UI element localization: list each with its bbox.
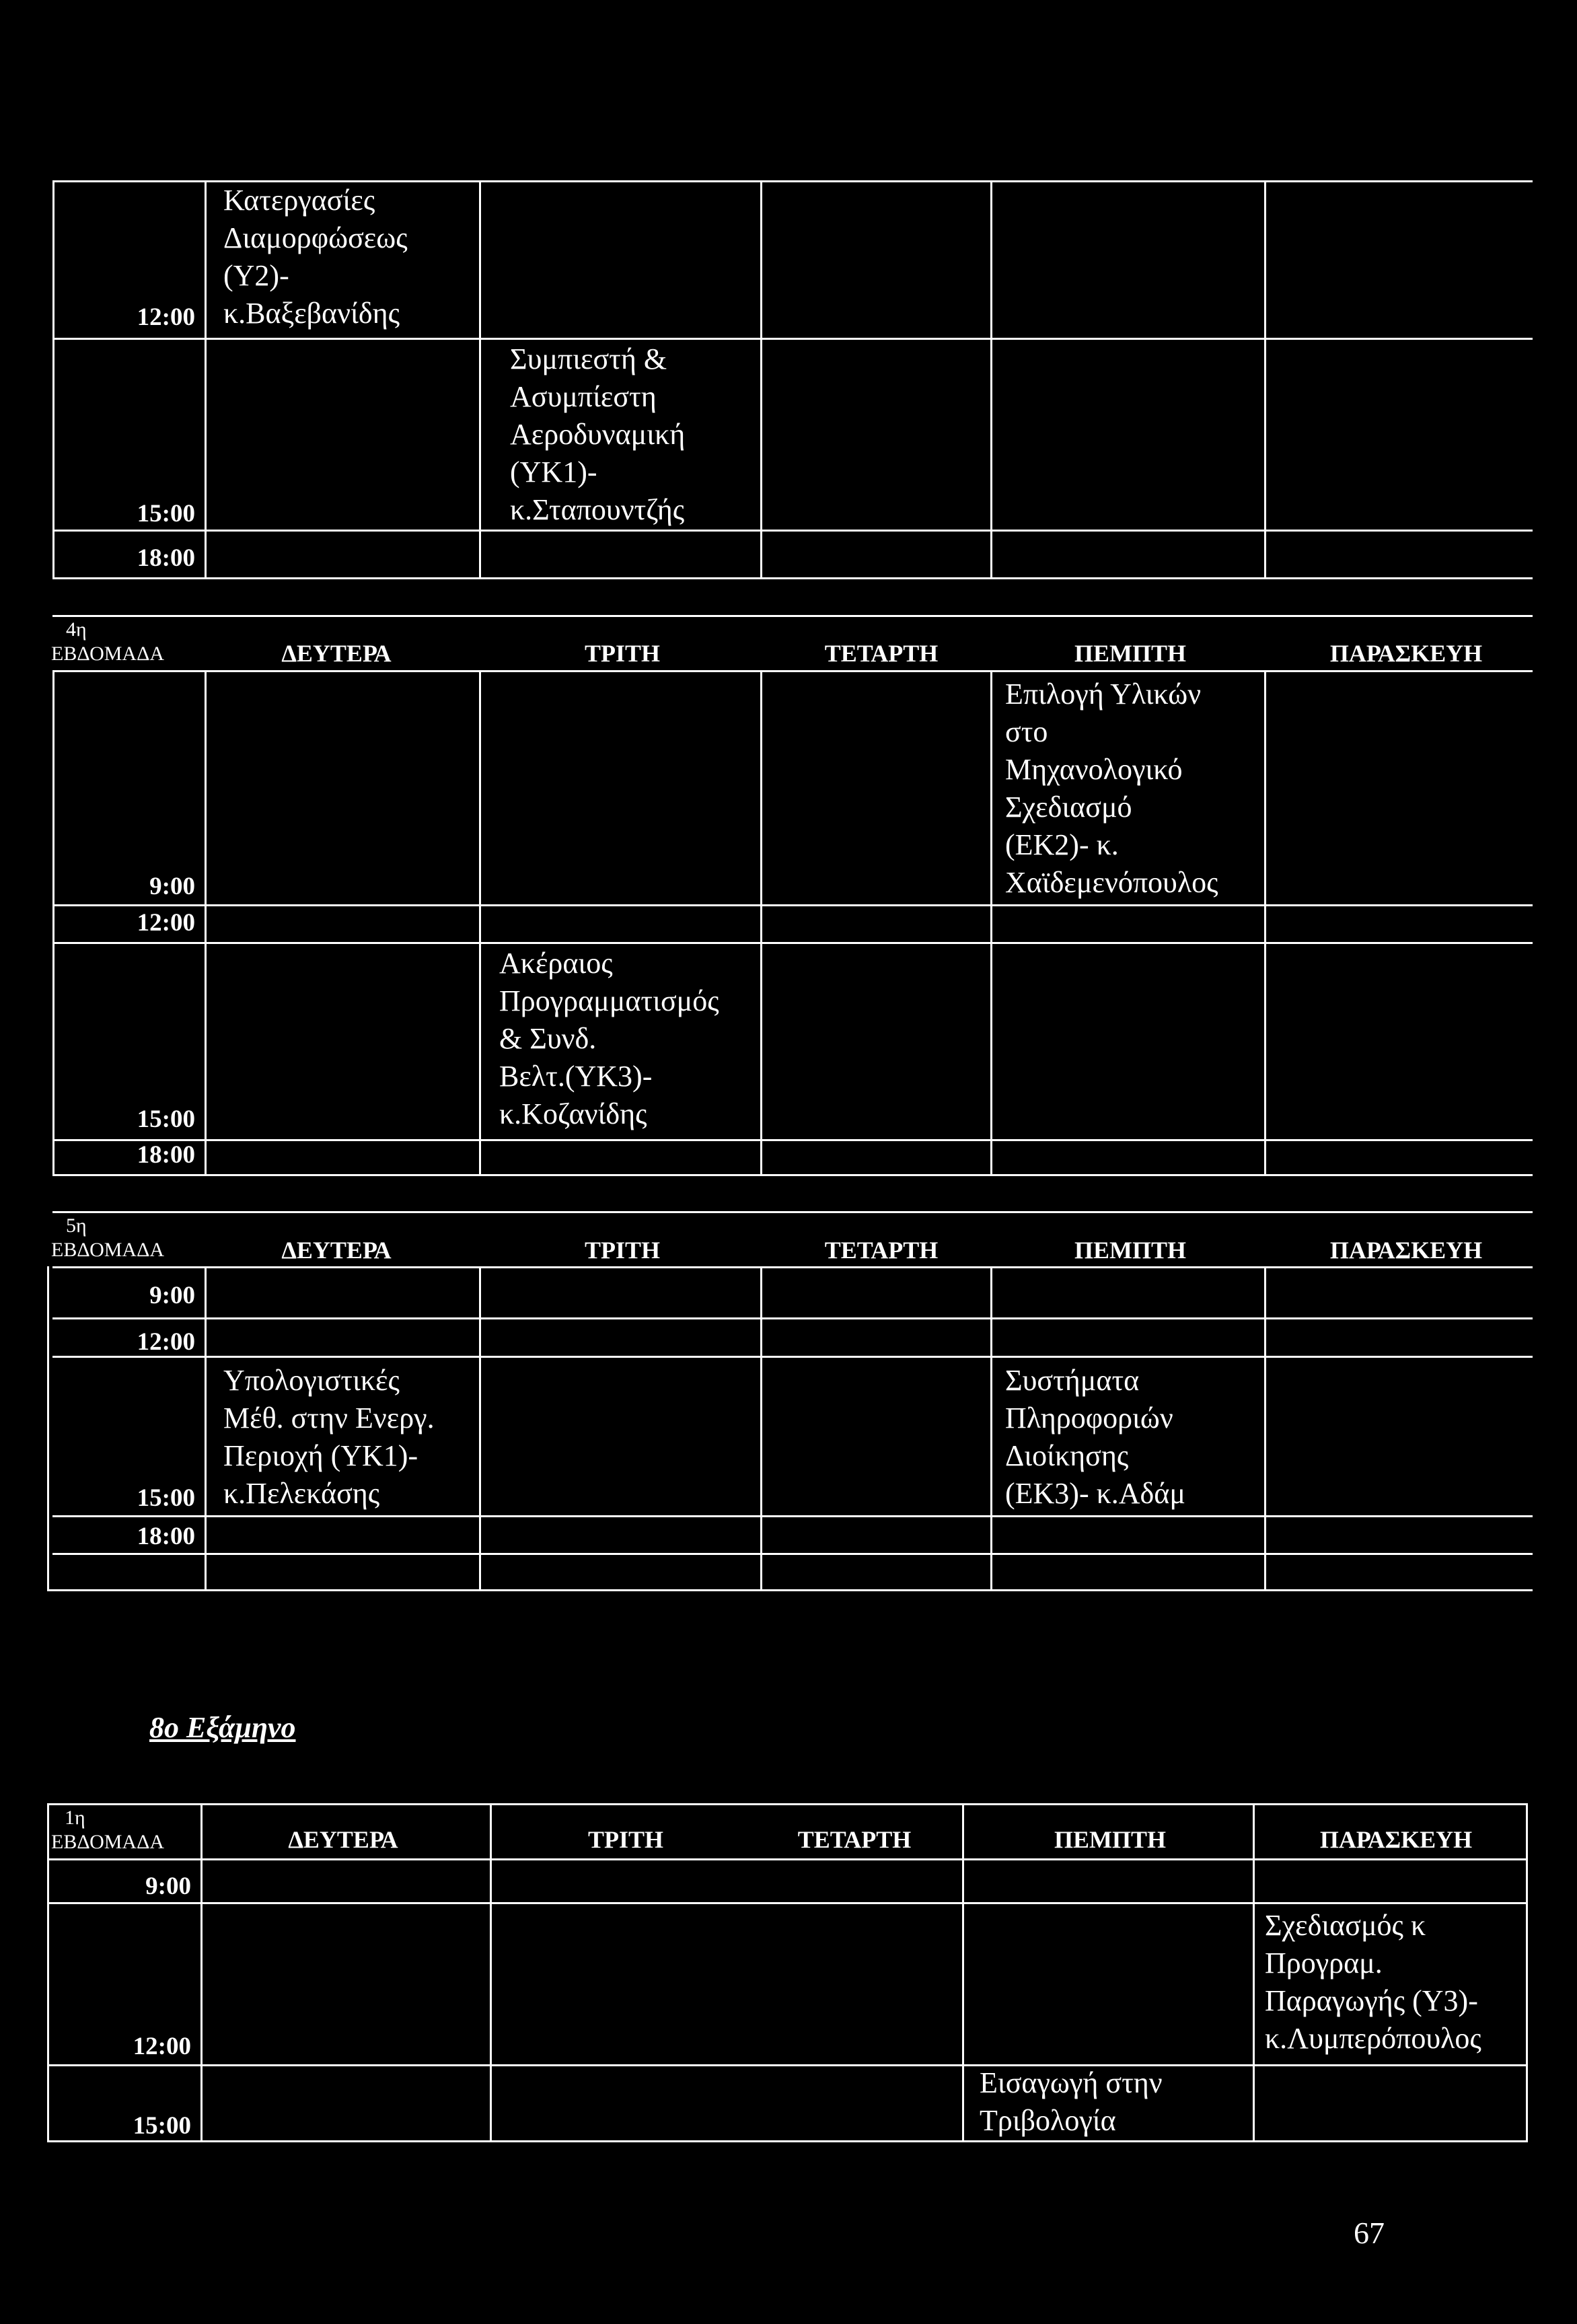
course-line: Ασυμπίεστη [510,380,657,413]
time-label: 15:00 [133,2112,191,2140]
day-header: ΠΑΡΑΣΚΕΥΗ [1329,1237,1483,1264]
day-header: ΠΕΜΠΤΗ [1054,1826,1166,1853]
time-label: 18:00 [137,1141,195,1169]
time-label: 12:00 [137,303,195,331]
course-line: κ.Σταπουντζής [510,493,685,526]
course-cell [1265,1907,1525,2058]
course-cell [980,2064,1249,2140]
time-label: 18:00 [137,544,195,572]
course-line: Διαμορφώσεως [223,221,408,254]
day-header: ΠΕΜΠΤΗ [1074,1237,1186,1264]
course-line: (Υ2)- [223,259,289,292]
course-line: Προγραμματισμός [499,984,719,1017]
time-label: 9:00 [149,873,195,900]
week-label: ΕΒΔΟΜΑΔΑ [51,1239,165,1261]
week-label: ΕΒΔΟΜΑΔΑ [51,643,165,665]
course-line: Τριβολογία [980,2104,1116,2137]
course-cell [1005,1362,1262,1513]
course-line: κ.Λυμπερόπουλος [1265,2022,1481,2055]
course-line: & Συνδ. [499,1022,597,1055]
day-header: ΔΕΥΤΕΡΑ [288,1826,398,1853]
time-label: 12:00 [137,1328,195,1356]
course-line: (ΥΚ1)- [510,456,597,488]
day-header: ΠΑΡΑΣΚΕΥΗ [1319,1826,1473,1853]
day-header: ΔΕΥΤΕΡΑ [281,640,392,667]
course-line: Σχεδιασμός κ [1265,1909,1426,1942]
course-line: Πληροφοριών [1005,1402,1173,1435]
course-line: Χαϊδεμενόπουλος [1005,866,1218,899]
day-header: ΔΕΥΤΕΡΑ [281,1237,392,1264]
course-line: Παραγωγής (Υ3)- [1265,1984,1478,2017]
week-label: ΕΒΔΟΜΑΔΑ [51,1831,165,1853]
course-cell [223,1362,476,1513]
course-line: κ.Πελεκάσης [223,1477,380,1510]
day-header: ΤΡΙΤΗ [584,1237,661,1264]
course-line: Μηχανολογικό [1005,753,1183,786]
course-line: Συμπιεστή & [510,342,667,375]
day-header: ΠΑΡΑΣΚΕΥΗ [1329,640,1483,667]
time-label: 12:00 [133,2033,191,2060]
day-header: ΤΕΤΑΡΤΗ [797,1826,912,1853]
course-line: Προγραμ. [1265,1947,1383,1980]
course-line: Επιλογή Υλικών [1005,678,1202,711]
day-header: ΤΕΤΑΡΤΗ [824,1237,939,1264]
course-line: Μέθ. στην Ενεργ. [223,1402,435,1435]
course-cell [223,182,472,332]
week-number: 4η [66,618,87,641]
course-cell [510,340,756,529]
course-line: Αεροδυναμική [510,418,686,451]
course-line: Εισαγωγή στην [980,2066,1163,2099]
time-label: 12:00 [137,909,195,937]
course-line: Ακέραιος [499,947,613,980]
time-label: 18:00 [137,1523,195,1550]
course-line: Διοίκησης [1005,1439,1129,1472]
course-line: Σχεδιασμό [1005,791,1132,824]
time-label: 15:00 [137,500,195,528]
semester-title: 8ο Εξάμηνο [149,1711,296,1744]
time-label: 9:00 [149,1282,195,1309]
course-line: Περιοχή (ΥΚ1)- [223,1439,418,1472]
course-line: Βελτ.(ΥΚ3)- [499,1060,653,1093]
course-line: (ΕΚ2)- κ. [1005,828,1119,861]
course-line: (ΕΚ3)- κ.Αδάμ [1005,1477,1185,1510]
course-line: Κατεργασίες [223,184,375,217]
week-number: 1η [65,1807,85,1829]
page-number: 67 [1354,2216,1385,2250]
course-line: Συστήματα [1005,1364,1140,1397]
day-header: ΤΕΤΑΡΤΗ [824,640,939,667]
time-label: 15:00 [137,1484,195,1512]
course-cell [1005,676,1262,902]
time-label: 9:00 [145,1873,191,1900]
day-header: ΤΡΙΤΗ [587,1826,664,1853]
course-line: κ.Βαξεβανίδης [223,297,400,330]
day-header: ΠΕΜΠΤΗ [1074,640,1186,667]
course-line: κ.Κοζανίδης [499,1097,647,1130]
day-header: ΤΡΙΤΗ [584,640,661,667]
week-number: 5η [66,1214,87,1237]
course-line: στο [1005,715,1048,748]
course-cell [499,945,758,1133]
course-line: Υπολογιστικές [223,1364,400,1397]
time-label: 15:00 [137,1105,195,1133]
